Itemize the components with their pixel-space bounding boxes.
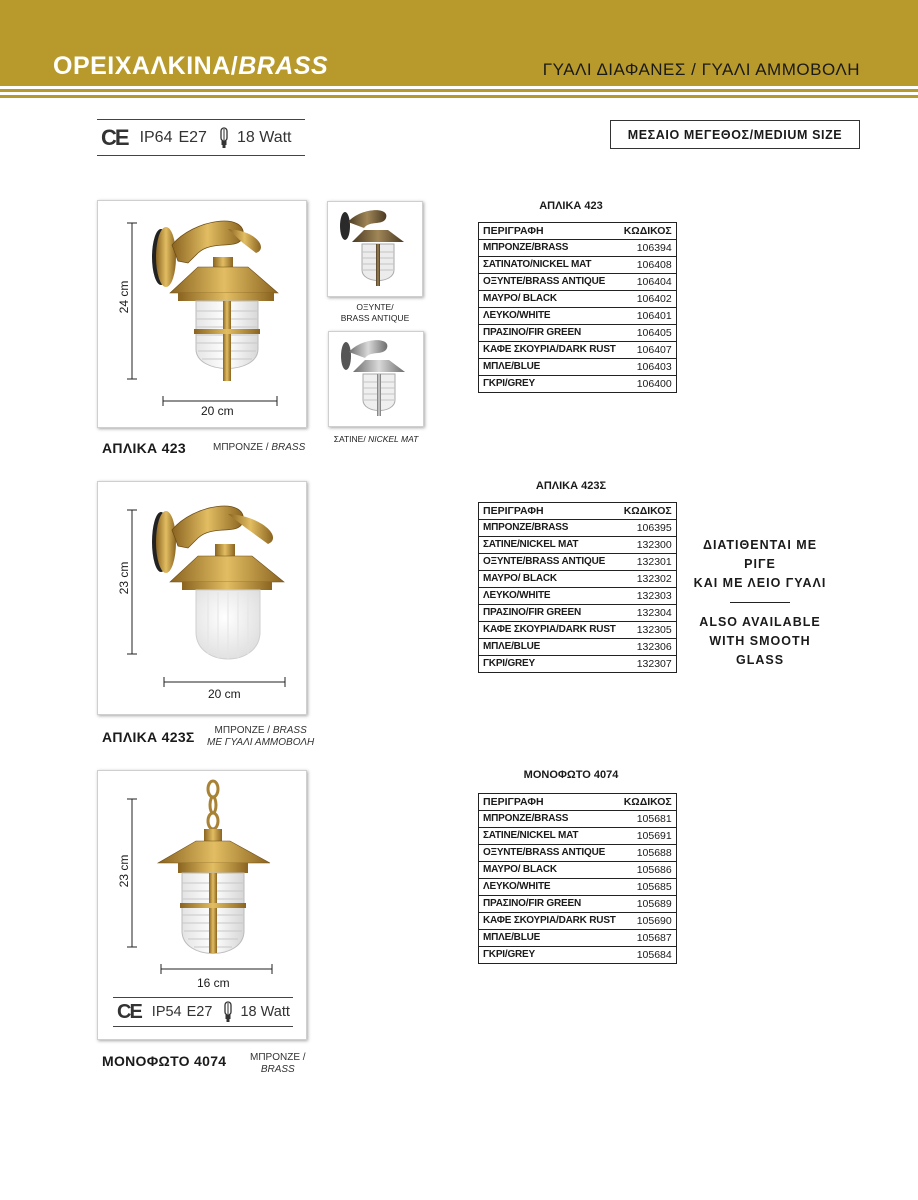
finish-description: ΓΚΡΙ/GREY — [479, 376, 620, 393]
product-code: 132301 — [620, 554, 677, 571]
finish-description: ΜΑΥΡΟ/ BLACK — [479, 291, 620, 308]
product-code: 132304 — [620, 605, 677, 622]
table-row — [479, 554, 677, 571]
table-row — [479, 862, 677, 879]
table-row — [479, 605, 677, 622]
table-row — [479, 947, 677, 964]
finish-description: ΚΑΦΕ ΣΚΟΥΡΙΑ/DARK RUST — [479, 622, 620, 639]
finish-description: ΜΠΛΕ/BLUE — [479, 639, 620, 656]
product-code: 106407 — [620, 342, 677, 359]
code-table-4074 — [478, 793, 677, 964]
table-row — [479, 240, 677, 257]
finish-description: ΠΡΑΣΙΝΟ/FIR GREEN — [479, 896, 620, 913]
product-code: 106405 — [620, 325, 677, 342]
header-rule — [0, 89, 918, 92]
divider — [730, 602, 790, 603]
product-code: 106403 — [620, 359, 677, 376]
table-row — [479, 520, 677, 537]
size-label: ΜΕΣΑΙΟ ΜΕΓΕΘΟΣ/MEDIUM SIZE — [610, 120, 860, 149]
product-code: 105690 — [620, 913, 677, 930]
finish-description: ΜΑΥΡΟ/ BLACK — [479, 862, 620, 879]
product-code: 106402 — [620, 291, 677, 308]
finish-description: ΜΠΛΕ/BLUE — [479, 359, 620, 376]
column-header-description: ΠΕΡΙΓΡΑΦΗ — [479, 794, 620, 811]
table-header-row — [479, 794, 677, 811]
wattage: 18 Watt — [240, 1004, 290, 1020]
finish-description: ΓΚΡΙ/GREY — [479, 656, 620, 673]
finish-description: ΜΠΡΟΝΖΕ/BRASS — [479, 520, 620, 537]
table-row — [479, 359, 677, 376]
column-header-code: ΚΩΔΙΚΟΣ — [620, 794, 677, 811]
finish-description: ΠΡΑΣΙΝΟ/FIR GREEN — [479, 325, 620, 342]
width-dimension: 20 cm — [201, 404, 234, 418]
finish-description: ΜΑΥΡΟ/ BLACK — [479, 571, 620, 588]
finish-description: ΛΕΥΚΟ/WHITE — [479, 308, 620, 325]
table-row — [479, 257, 677, 274]
table-header-row — [479, 223, 677, 240]
table-row — [479, 913, 677, 930]
ip-rating: IP64 — [139, 128, 173, 146]
product-code: 132300 — [620, 537, 677, 554]
product-code: 106408 — [620, 257, 677, 274]
column-header-code: ΚΩΔΙΚΟΣ — [620, 223, 677, 240]
table-header-row — [479, 503, 677, 520]
table-row — [479, 896, 677, 913]
product-code: 132306 — [620, 639, 677, 656]
product-code: 132302 — [620, 571, 677, 588]
finish-description: ΓΚΡΙ/GREY — [479, 947, 620, 964]
table-row — [479, 342, 677, 359]
product-code: 106400 — [620, 376, 677, 393]
finish-description: ΛΕΥΚΟ/WHITE — [479, 879, 620, 896]
availability-note: ΔΙΑΤΙΘΕΝΤΑΙ ΜΕ ΡΙΓΕ ΚΑΙ ΜΕ ΛΕΙΟ ΓΥΑΛΙ ALSO AVAILABLE WITH SMOOTH GLASS — [693, 538, 827, 667]
page-subtitle: ΓΥΑΛΙ ΔΙΑΦΑΝΕΣ / ΓΥΑΛΙ ΑΜΜΟΒΟΛΗ — [542, 60, 860, 79]
thumb-brass-antique — [327, 201, 423, 297]
finish-description: ΚΑΦΕ ΣΚΟΥΡΙΑ/DARK RUST — [479, 913, 620, 930]
ip-rating: IP54 — [151, 1004, 182, 1020]
spec-strip-pendant — [113, 997, 293, 1027]
ce-mark-icon: CE — [117, 1000, 141, 1023]
product-code: 105688 — [620, 845, 677, 862]
column-header-description: ΠΕΡΙΓΡΑΦΗ — [479, 503, 620, 520]
socket-type: E27 — [186, 1004, 213, 1020]
finish-description: ΟΞΥΝΤΕ/BRASS ANTIQUE — [479, 554, 620, 571]
header-rule — [0, 95, 918, 98]
page-title: ΟΡΕΙΧΑΛΚΙΝΑ/BRASS — [53, 52, 329, 80]
product-code: 105684 — [620, 947, 677, 964]
code-table-423 — [478, 222, 677, 393]
finish-description: ΣΑΤΙΝΕ/NICKEL MAT — [479, 537, 620, 554]
product-code: 105689 — [620, 896, 677, 913]
product-code: 106401 — [620, 308, 677, 325]
table-row — [479, 845, 677, 862]
height-dimension: 24 cm — [117, 280, 131, 314]
table-row — [479, 325, 677, 342]
product-finish-423: ΜΠΡΟΝΖΕ / BRASS — [213, 442, 306, 453]
table-row — [479, 274, 677, 291]
table-row — [479, 537, 677, 554]
product-name-423s: ΑΠΛΙΚΑ 423Σ — [102, 729, 195, 745]
table-row — [479, 376, 677, 393]
column-header-code: ΚΩΔΙΚΟΣ — [620, 503, 677, 520]
column-header-description: ΠΕΡΙΓΡΑΦΗ — [479, 223, 620, 240]
product-code: 105681 — [620, 811, 677, 828]
finish-description: ΣΑΤΙΝΑΤΟ/NICKEL MAT — [479, 257, 620, 274]
product-code: 132307 — [620, 656, 677, 673]
table-title-4074: ΜΟΝΟΦΩΤΟ 4074 — [523, 769, 619, 781]
finish-description: ΜΠΡΟΝΖΕ/BRASS — [479, 811, 620, 828]
product-code: 132303 — [620, 588, 677, 605]
product-code: 105686 — [620, 862, 677, 879]
product-code: 105691 — [620, 828, 677, 845]
product-photo-423s — [97, 481, 307, 715]
table-row — [479, 879, 677, 896]
bulb-icon — [223, 1001, 233, 1023]
table-row — [479, 828, 677, 845]
finish-description: ΜΠΛΕ/BLUE — [479, 930, 620, 947]
table-row — [479, 291, 677, 308]
table-row — [479, 588, 677, 605]
code-table-423s — [478, 502, 677, 673]
width-dimension: 16 cm — [197, 976, 230, 990]
width-dimension: 20 cm — [208, 687, 241, 701]
thumb-nickel-mat — [328, 331, 424, 427]
table-row — [479, 622, 677, 639]
finish-description: ΠΡΑΣΙΝΟ/FIR GREEN — [479, 605, 620, 622]
product-code: 105685 — [620, 879, 677, 896]
bulb-icon — [219, 127, 229, 149]
table-row — [479, 811, 677, 828]
height-dimension: 23 cm — [117, 854, 131, 888]
table-row — [479, 571, 677, 588]
finish-description: ΟΞΥΝΤΕ/BRASS ANTIQUE — [479, 274, 620, 291]
height-dimension: 23 cm — [117, 561, 131, 595]
wattage: 18 Watt — [236, 128, 292, 146]
thumb-caption-antique: ΟΞΥΝΤΕ/ BRASS ANTIQUE — [340, 302, 410, 323]
spec-strip — [97, 119, 305, 156]
ce-mark-icon: CE — [101, 124, 128, 150]
product-name-423: ΑΠΛΙΚΑ 423 — [102, 440, 186, 456]
table-row — [479, 308, 677, 325]
product-finish-4074: ΜΠΡΟΝΖΕ / BRASS — [250, 1052, 306, 1075]
product-name-4074: ΜΟΝΟΦΩΤΟ 4074 — [102, 1053, 227, 1069]
product-finish-423s: ΜΠΡΟΝΖΕ / BRASS ΜΕ ΓΥΑΛΙ ΑΜΜΟΒΟΛΗ — [207, 725, 315, 748]
finish-description: ΛΕΥΚΟ/WHITE — [479, 588, 620, 605]
thumb-caption-nickel: ΣΑΤΙΝΕ/ NICKEL MAT — [333, 434, 419, 444]
product-code: 106394 — [620, 240, 677, 257]
finish-description: ΟΞΥΝΤΕ/BRASS ANTIQUE — [479, 845, 620, 862]
product-code: 132305 — [620, 622, 677, 639]
finish-description: ΚΑΦΕ ΣΚΟΥΡΙΑ/DARK RUST — [479, 342, 620, 359]
table-row — [479, 656, 677, 673]
table-row — [479, 930, 677, 947]
product-code: 106404 — [620, 274, 677, 291]
table-title-423: ΑΠΛΙΚΑ 423 — [539, 200, 603, 212]
product-code: 106395 — [620, 520, 677, 537]
table-title-423s: ΑΠΛΙΚΑ 423Σ — [535, 480, 607, 492]
socket-type: E27 — [178, 128, 207, 146]
product-code: 105687 — [620, 930, 677, 947]
table-row — [479, 639, 677, 656]
finish-description: ΜΠΡΟΝΖΕ/BRASS — [479, 240, 620, 257]
finish-description: ΣΑΤΙΝΕ/NICKEL MAT — [479, 828, 620, 845]
